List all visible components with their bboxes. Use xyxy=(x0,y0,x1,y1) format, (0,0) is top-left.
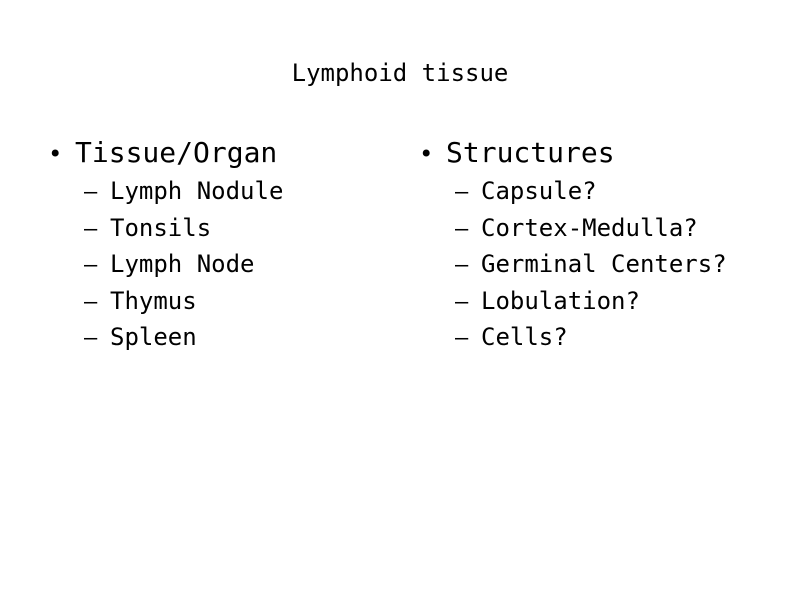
heading-row-structures xyxy=(419,133,727,174)
dash-icon: – xyxy=(455,326,469,351)
list-item-label: Tonsils xyxy=(110,213,212,242)
dash-icon: – xyxy=(84,326,98,351)
sub-list-tissue-organ xyxy=(48,174,283,357)
list-item-label: Germinal Centers? xyxy=(481,250,727,278)
list-item xyxy=(84,284,283,321)
heading-row-tissue-organ xyxy=(48,133,283,174)
list-item xyxy=(84,320,283,357)
dash-icon: – xyxy=(455,216,469,242)
dash-icon: – xyxy=(84,289,98,315)
dash-icon: – xyxy=(84,216,98,242)
list-item xyxy=(455,320,727,357)
list-item xyxy=(84,174,283,211)
list-item xyxy=(455,211,727,248)
sub-list-structures xyxy=(419,174,727,357)
list-item-label: Cells? xyxy=(481,323,568,351)
column-structures xyxy=(419,133,727,357)
dash-icon: – xyxy=(455,180,469,205)
list-item xyxy=(84,211,283,248)
list-item xyxy=(455,247,727,284)
page-title: Lymphoid tissue xyxy=(291,59,509,87)
bullet-icon: • xyxy=(48,140,63,168)
dash-icon: – xyxy=(84,180,98,205)
list-item-label: Cortex-Medulla? xyxy=(481,213,698,242)
list-item-label: Lobulation? xyxy=(481,286,640,315)
list-item xyxy=(84,247,283,284)
bullet-icon: • xyxy=(419,140,434,168)
dash-icon: – xyxy=(84,253,98,278)
column-heading-structures: Structures xyxy=(446,136,615,169)
dash-icon: – xyxy=(455,253,469,278)
list-item xyxy=(455,174,727,211)
dash-icon: – xyxy=(455,289,469,315)
column-tissue-organ xyxy=(48,133,283,357)
list-item-label: Lymph Node xyxy=(110,250,255,278)
list-item-label: Thymus xyxy=(110,286,197,315)
list-item xyxy=(455,284,727,321)
list-item-label: Lymph Nodule xyxy=(110,177,284,205)
list-item-label: Spleen xyxy=(110,323,197,351)
column-heading-tissue-organ: Tissue/Organ xyxy=(75,136,278,169)
list-item-label: Capsule? xyxy=(481,177,597,205)
